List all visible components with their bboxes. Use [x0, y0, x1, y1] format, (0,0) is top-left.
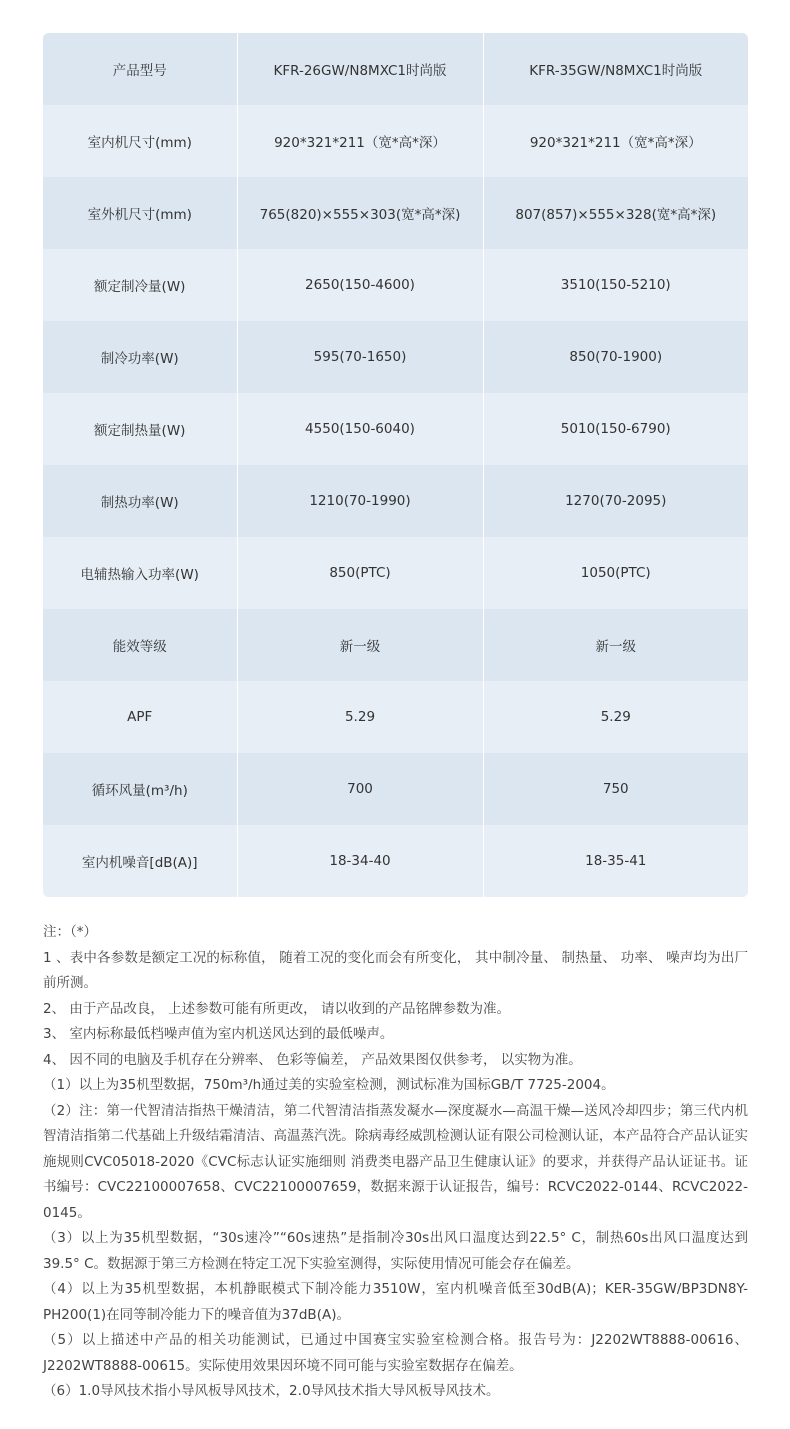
cell-model-26: 920*321*211（宽*高*深） — [237, 105, 483, 177]
note-item: （2）注：第一代智清洁指热干燥清洁，第二代智清洁指蒸发凝水—深度凝水—高温干燥—送风冷却四步；第三代内机智清洁指第二代基础上升级结霜清洁、高温蒸汽洗。除病毒经威凯检测认证有限公司检测认证，本产品符合产品认证实施规则CVC05018-2020《CVC标志认证实施细则 消费类电器产品卫生健康认证》的要求，并获得产品认证证书。证书编号：CVC22100007658、CVC22100007659，数据来源于认证报告，编号：RCVC2022-0144、RCVC2022-0145。 — [43, 1102, 748, 1221]
row-label: 室内机噪音[dB(A)] — [43, 825, 237, 897]
note-item: （1）以上为35机型数据，750m³/h通过美的实验室检测，测试标准为国标GB/T 7725-2004。 — [43, 1077, 615, 1093]
note-item: 4、 因不同的电脑及手机存在分辨率、 色彩等偏差， 产品效果图仅供参考， 以实物为准。 — [43, 1051, 582, 1068]
cell-model-35: 1270(70-2095) — [483, 465, 748, 537]
cell-model-35: 920*321*211（宽*高*深） — [483, 105, 748, 177]
cell-model-35: 5.29 — [483, 681, 748, 753]
row-label: 制热功率(W) — [43, 465, 237, 537]
cell-model-35: 807(857)×555×328(宽*高*深) — [483, 177, 748, 249]
row-label: 额定制热量(W) — [43, 393, 237, 465]
cell-model-26: 5.29 — [237, 681, 483, 753]
cell-model-26: 4550(150-6040) — [237, 393, 483, 465]
table-row — [43, 177, 748, 249]
note-item: （3）以上为35机型数据，“30s速冷”“60s速热”是指制冷30s出风口温度达到22.5° C，制热60s出风口温度达到39.5° C。数据源于第三方检测在特定工况下实验室测得，实际使用情况可能会存在偏差。 — [43, 1230, 748, 1272]
row-label: 室内机尺寸(mm) — [43, 105, 237, 177]
cell-model-35: KFR-35GW/N8MXC1时尚版 — [483, 33, 748, 105]
spec-table-card — [43, 33, 748, 897]
cell-model-26: 1210(70-1990) — [237, 465, 483, 537]
table-row — [43, 537, 748, 609]
cell-model-26: 765(820)×555×303(宽*高*深) — [237, 177, 483, 249]
table-row — [43, 33, 748, 105]
cell-model-26: 700 — [237, 753, 483, 825]
note-item: （4）以上为35机型数据，本机静眠模式下制冷能力3510W，室内机噪音低至30dB(A)；KER-35GW/BP3DN8Y-PH200(1)在同等制冷能力下的噪音值为37dB(A)。 — [43, 1281, 748, 1323]
cell-model-26: 2650(150-4600) — [237, 249, 483, 321]
cell-model-35: 750 — [483, 753, 748, 825]
row-label: 产品型号 — [43, 33, 237, 105]
cell-model-26: KFR-26GW/N8MXC1时尚版 — [237, 33, 483, 105]
cell-model-35: 1050(PTC) — [483, 537, 748, 609]
note-item: （6）1.0导风技术指小导风板导风技术，2.0导风技术指大导风板导风技术。 — [43, 1383, 500, 1399]
table-row — [43, 321, 748, 393]
row-label: APF — [43, 681, 237, 753]
cell-model-26: 595(70-1650) — [237, 321, 483, 393]
table-row — [43, 681, 748, 753]
note-item: 2、 由于产品改良， 上述参数可能有所更改， 请以收到的产品铭牌参数为准。 — [43, 1000, 510, 1017]
table-row — [43, 825, 748, 897]
spec-table — [43, 33, 748, 897]
notes-heading: 注：（*） — [43, 924, 97, 940]
cell-model-35: 3510(150-5210) — [483, 249, 748, 321]
cell-model-35: 18-35-41 — [483, 825, 748, 897]
table-row — [43, 249, 748, 321]
note-item: （5）以上描述中产品的相关功能测试，已通过中国赛宝实验室检测合格。报告号为：J2202WT8888-00616、J2202WT8888-00615。实际使用效果因环境不同可能与实验室数据存在偏差。 — [43, 1332, 748, 1374]
table-row — [43, 393, 748, 465]
row-label: 循环风量(m³/h) — [43, 753, 237, 825]
table-row — [43, 105, 748, 177]
row-label: 电辅热输入功率(W) — [43, 537, 237, 609]
note-item: 3、 室内标称最低档噪声值为室内机送风达到的最低噪声。 — [43, 1026, 394, 1042]
table-row — [43, 753, 748, 825]
cell-model-26: 新一级 — [237, 609, 483, 681]
row-label: 能效等级 — [43, 609, 237, 681]
cell-model-26: 18-34-40 — [237, 825, 483, 897]
row-label: 室外机尺寸(mm) — [43, 177, 237, 249]
cell-model-35: 5010(150-6790) — [483, 393, 748, 465]
cell-model-35: 850(70-1900) — [483, 321, 748, 393]
notes-section — [43, 920, 748, 1405]
table-row — [43, 465, 748, 537]
table-row — [43, 609, 748, 681]
cell-model-26: 850(PTC) — [237, 537, 483, 609]
note-item: 1 、表中各参数是额定工况的标称值， 随着工况的变化而会有所变化， 其中制冷量、 制热量、 功率、 噪声均为出厂前所测。 — [43, 949, 748, 991]
row-label: 制冷功率(W) — [43, 321, 237, 393]
row-label: 额定制冷量(W) — [43, 249, 237, 321]
cell-model-35: 新一级 — [483, 609, 748, 681]
